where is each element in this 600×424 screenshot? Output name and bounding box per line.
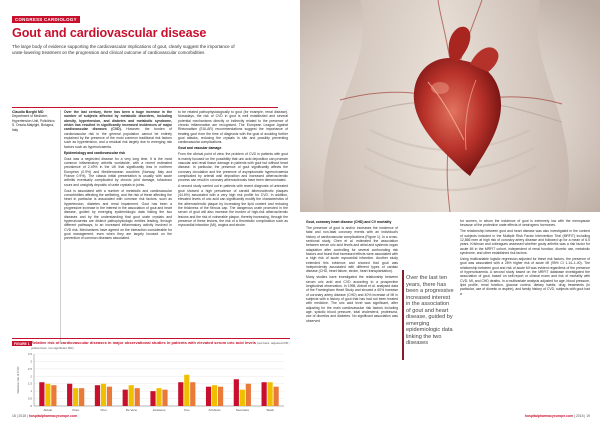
y-tick-label: 1.5: [27, 381, 32, 386]
figure-tag: FIGURE 1: [14, 341, 30, 346]
paragraph: The presence of gout is and/or increases the incidence of fatal and non-fatal coronary events with an individual's history of cardiovascular complications (Figure 1). In a cross-sectional study, Chen et al. estimated the association between serum uric acid levels and atrial and systemic organ adaptation after controlling for several confounding risk factors and found that increased effects were associated with a high risk of acute myocardial infarction. Another study extended this evidence and showed that gout was independently associated with different types of cardiac disease (CHD, heart failure, stroke, heart transplantation).: [306, 225, 398, 274]
author-divider: [60, 110, 61, 344]
y-tick-label: 0.5: [27, 396, 32, 401]
footer-page: | 2018 | 19: [573, 414, 590, 418]
bar: [268, 382, 273, 406]
figure-box: [12, 338, 290, 414]
bar: [129, 385, 134, 406]
paragraph: A second study carried out in patients with recent diagnosis of untreated gout showed a high prevalence of carotid atherosclerotic plaques (44.6%) associated with a very high risk profile for CVD. In addition, elevated levels of uric acid can significantly modify the characteristics of the atherosclerotic plaque by increasing the lipid content and reducing the thickness of the fibrous cap. The dangerous urate promoted in the serum of gout will also increase the burden of high-risk atherosclerotic lesions and the risk of vulnerable plaque, thereby increasing, through the presence of these lesions, the risk of a thrombotic complication such as myocardial infarction (MI), angina and stroke.: [178, 184, 288, 228]
bar: [95, 385, 100, 406]
bar: [123, 390, 128, 406]
header-rule: [12, 107, 278, 108]
text-column-3: [306, 219, 398, 325]
section-tag: CONGRESS CARDIOLOGY: [12, 16, 80, 23]
bar: [45, 384, 50, 406]
heart-illustration: [300, 0, 600, 212]
paragraph: The relationship between gout and heart disease was also investigated in the context of subjects included in the Multiple Risk Factor Intervention Trial (MRFIT) including 12,866 men at high risk of coronary artery disease and followed up for a mean of 6.5 years. Krishnan and colleagues assessed whether gouty arthritis was a risk factor for acute MI in the MRFIT cohort, independent of renal function, diuretic use, metabolic syndrome, and other established risk factors.: [460, 229, 590, 255]
x-tick-label: Chen: [72, 408, 80, 412]
y-tick-label: 1: [30, 389, 32, 394]
footer-right: [525, 414, 590, 418]
bar: [39, 382, 44, 406]
bar: [150, 391, 155, 406]
paragraph: Gout is associated with a number of metabolic and cardiovascular comorbidities affecting the wellbeing, and the risk of these affecting the heart in particular is associated with common risk factors, such as hypertension, diabetes and renal impairment. Gout has been a progressive increase in the interest in the association of gout and heart disease, guided by emerging epidemiologic data linking the two diseases and by the understanding that gout urate crystals and hyperuricaemia are distinct pathophysiologic entities leading, through different pathways, to an increased inflammatory activity involved in CVD risk. Mechanisms have agreed on the interaction considerable for gout management, even when they are largely focused on the prevention of common diseases associated.: [64, 188, 172, 241]
bar: [184, 375, 189, 406]
author-affiliation: Department of Medicine, Hypertension Unit, Policlinico S. Orsola-Malpighi, Bologna, Italy: [12, 114, 55, 132]
text-column-1: [64, 110, 172, 242]
footer-brand: hospitalpharmacyeurope.com: [28, 414, 78, 418]
x-tick-label: Abbott: [43, 408, 53, 412]
y-tick-label: 0: [30, 404, 32, 408]
intro-text-b: However, the burden of cardiovascular risk in the general population cannot be entirely explained by the presence of the most common traditional risk factors such as hypertension, and a residual risk largely due to emerging risk factors such as hyperuricaemia.: [64, 127, 172, 149]
paragraph: Gout was a neglected disease for a very long time. It is the most common inflammatory arthritis worldwide, with a recent estimated prevalence of 2.49% in the UK that significantly less in northern European (0.9%) and Mediterranean countries (Norway, Italy and France 0.9%). The classic initial presentation is usually with acute arthritis eventually complicated by chronic joint damage, tofaceous sours and unsightly deposits of urate crystals in joints.: [64, 156, 172, 187]
author-name: Claudio Borghi MD: [12, 110, 44, 114]
text-column-2: [178, 110, 288, 229]
y-tick-label: 3.5: [27, 352, 32, 356]
bar: [178, 382, 183, 406]
footer-left: [12, 414, 77, 418]
intro-text: Over the last century, there has been a huge increase in the number of subjects affected by metabolic disorders, including obesity, hypertension, and diabetes and metabolic syndrome, which has resulted in significantly increased incidences of major cardiovascular diseases (CVD).: [64, 110, 172, 132]
section-heading: Epidemiology and cardiovascular risk: [64, 150, 126, 155]
paragraph: for women, in whom the incidence of gout is extremely low with the menopause because of the protective urate effects of oestrogens hormones.: [460, 219, 590, 228]
bar: [246, 384, 251, 406]
bar: [73, 388, 78, 406]
y-tick-label: 3: [30, 359, 32, 364]
x-tick-label: Janssens: [152, 408, 166, 412]
paragraph: From the clinical point of view, the problem of CVD in patients with gout is mainly focused on the possibility that uric acid deposition can promote vascular and renal tissue damage in patients with gout but without heart disease. In particular, the presence of gout significantly affects the coronary circulation and the presence of asymptomatic hyperuricaemia complicated by arterial wall deposition and increased atherosclerotic process can result in coronary atherosclerosis have been demonstrated.: [178, 152, 288, 183]
x-tick-label: Seminara: [235, 408, 249, 412]
relative-risk-bar-chart: [12, 351, 290, 415]
bar: [274, 387, 279, 406]
author-box: [12, 110, 56, 132]
figure-caption-title: Relative risk of cardiovascular diseases in major observational studies in patients with elevated serum uric acid levels: [31, 340, 256, 345]
bar: [240, 390, 245, 406]
x-tick-label: Kuo: [184, 408, 190, 412]
bar: [212, 385, 217, 406]
bar: [234, 379, 239, 406]
bar: [262, 382, 267, 406]
y-tick-label: 2.5: [27, 366, 32, 371]
right-page: [300, 0, 600, 424]
footer-page: 18 | 2018 |: [12, 414, 29, 418]
x-tick-label: Choi: [100, 408, 107, 412]
paragraph: to be related pathophysiologically to gout (for example, renal disease). Nowadays, the risk of CVD in gout is well established and several potential mechanisms directly or indirectly related to the presence of chronic inflammation are recognised. The European League Against Rheumatism (EULAR) recommendations suggest the importance of treating gout from the time of diagnosis with the goal of avoiding further gout attacks, reducing the crystals in situ and possibly preventing cardiovascular complications.: [178, 110, 288, 145]
bar: [156, 388, 161, 406]
figure-caption: [31, 341, 289, 351]
y-tick-label: 2: [30, 374, 32, 379]
pullquote-bar: [402, 270, 404, 360]
bar: [162, 390, 167, 406]
x-tick-label: De Vera: [125, 408, 137, 412]
section-heading: Gout, coronary heart disease (CHD) and CV mortality: [306, 220, 392, 224]
footer-brand: hospitalpharmacyeurope.com: [524, 414, 574, 418]
bar: [51, 385, 56, 406]
bar: [101, 384, 106, 406]
section-heading: Gout and vascular damage: [178, 146, 222, 151]
paragraph: Many studies have investigated the relationship between serum uric acid and CVD according to a prospective longitudinal observation. In 1998, Abbott et al. analysed data of the Framingham Heart Study and showed a 60% increase of coronary artery disease (CHD) and 40% increase of MI in subjects with a history of gout that has had not been treated with medicine. The uric acid level was significant, after adjusting for the main cardiovascular risk factors including age, systolic blood pressure, total cholesterol, proteinuria, use of diuretics and diabetes. No significant association was observed: [306, 275, 398, 323]
article-title: Gout and cardiovascular disease: [12, 26, 207, 40]
bar: [206, 387, 211, 406]
bar: [67, 384, 72, 406]
y-axis-label: Relative risk of CVD: [16, 366, 20, 394]
figure-caption-note: (red bars: adjusted RR; yellow bars: not significant RR): [31, 341, 289, 350]
x-tick-label: Stack: [266, 408, 274, 412]
bar: [107, 387, 112, 406]
bar: [79, 388, 84, 406]
pull-quote: Over the last ten years, there has been a progressive increased interest in the association of gout and heart disease, guided by emerging epidemiologic data linking the two diseases: [406, 275, 454, 346]
standfirst: The large body of evidence supporting the cardiovascular implications of gout, clearly suggest the importance of urate-lowering treatment on the progression and clinical outcome of cardiovascular comorbidities: [12, 44, 235, 55]
paragraph: Using multivariable logistic regression adjusted for these risk factors, the presence of gout was associated with a 26% higher risk of acute MI (95% CI 1.14–1.40). The relationship between gout and risk of acute MI was evident regardless of the presence of hyperuricaemia. A second study based on the MRFIT database investigated the association of gout, based on self-report or clinical exam and risk of mortality with CVD, MI, and CHD deaths. In a multivariate analysis adjusted for age, blood pressure, lipid profile, renal function, glucose control, dietary habits, drug treatments (in particular, use of diuretic or aspirin), and family history of CVD, subjects with gout had a: [460, 256, 590, 296]
bar: [218, 387, 223, 406]
x-tick-label: Krishnan: [208, 408, 221, 412]
bar: [190, 382, 195, 406]
bar: [135, 388, 140, 406]
text-column-4: [460, 219, 590, 298]
